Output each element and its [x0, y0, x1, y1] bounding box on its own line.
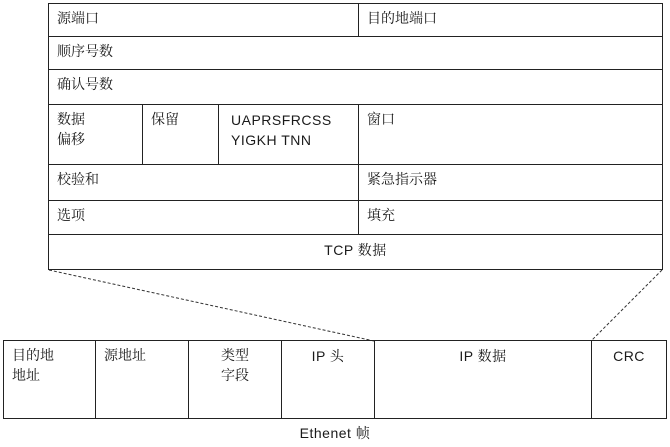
connector-line-left [49, 270, 374, 341]
tcp-data-cell: TCP 数据 [48, 234, 663, 270]
ethernet-frame-caption: Ethenet 帧 [299, 425, 371, 441]
urgent-pointer-cell: 紧急指示器 [358, 164, 663, 201]
eth-source-address-cell: 源地址 [95, 340, 189, 419]
data-offset-cell: 数据 偏移 [48, 104, 143, 165]
dest-port-cell: 目的地端口 [358, 3, 663, 37]
reserved-cell: 保留 [142, 104, 219, 165]
source-port-cell: 源端口 [48, 3, 359, 37]
sequence-number-cell: 顺序号数 [48, 36, 663, 70]
flags-cell: UAPRSFRCSS YIGKH TNN [218, 104, 359, 165]
eth-type-field-cell: 类型 字段 [188, 340, 282, 419]
padding-cell: 填充 [358, 200, 663, 235]
connector-line-right [591, 270, 662, 341]
ip-header-cell: IP 头 [281, 340, 375, 419]
checksum-cell: 校验和 [48, 164, 359, 201]
ack-number-cell: 确认号数 [48, 69, 663, 105]
window-cell: 窗口 [358, 104, 663, 165]
crc-cell: CRC [591, 340, 667, 419]
ip-data-cell: IP 数据 [374, 340, 592, 419]
eth-dest-address-cell: 目的地 地址 [3, 340, 96, 419]
options-cell: 选项 [48, 200, 359, 235]
